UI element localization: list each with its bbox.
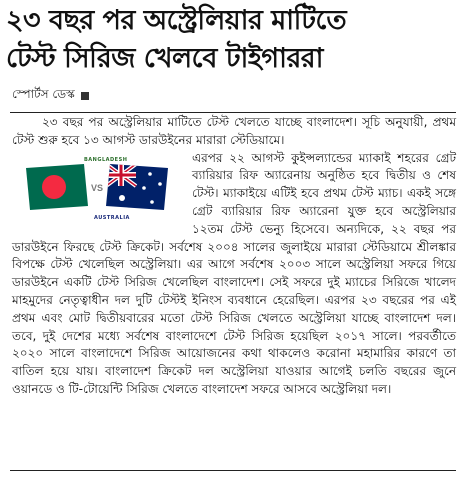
bangladesh-flag-disc: [42, 175, 66, 199]
headline: [6, 2, 456, 78]
headline-line-1: ২৩ বছর পর অস্ট্রেলিয়ার মাটিতে: [6, 5, 347, 36]
article-body: [12, 114, 456, 399]
square-bullet-icon: [81, 92, 89, 100]
bangladesh-label: BANGLADESH: [84, 156, 128, 163]
byline-text: স্পোর্টস ডেস্ক: [12, 87, 75, 101]
vs-text: VS: [90, 182, 104, 193]
top-divider: [10, 112, 456, 113]
australia-label: AUSTRALIA: [94, 214, 130, 221]
paragraph-2: এরপর ২২ আগস্ট কুইন্সল্যান্ডের ম্যাকাই শহরের গ্রেট ব্যারিয়ার রিফ অ্যারেনায় অনুষ্ঠিত হবে দ্বিতীয় ও শেষ টেস্ট। ম্যাকাইয়ে এটিই হবে প্রথম টেস্ট ম্যাচ। একই সঙ্গে গ্রেট ব্যারিয়ার রিফ অ্যারেনা যুক্ত হবে অস্ট্রেলিয়ার ১২তম টেস্ট ভেন্যু হিসেবে। অন্যদিকে, ২২ বছর পর ডারউইনে ফিরছে টেস্ট ক্রিকেট। সর্বশেষ ২০০৪ সালের জুলাইয়ে মারারা স্টেডিয়ামে শ্রীলঙ্কার বিপক্ষে টেস্ট খেলেছিল অস্ট্রেলিয়া। এর আগে সর্বশেষ ২০০৩ সালে অস্ট্রেলিয়া সফরে গিয়ে ডারউইনে একটি টেস্ট সিরিজ খেলেছিল বাংলাদেশ। সেই সফরে দুই ম্যাচের সিরিজে খালেদ মাহমুদের নেতৃত্বাধীন দল দুটি টেস্টই ইনিংস ব্যবধানে হেরেছিল। এরপর ২৩ বছরের পর এই প্রথম এবং মোট দ্বিতীয়বারের মতো টেস্ট সিরিজ খেলতে অস্ট্রেলিয়া যাচ্ছে বাংলাদেশ দল। তবে, দুই দেশের মধ্যে সর্বশেষ বাংলাদেশে টেস্ট সিরিজ হয়েছিল ২০১৭ সালে। পরবর্তীতে ২০২০ সালে বাংলাদেশে সিরিজ আয়োজনের কথা থাকলেও করোনা মহামারির কারণে তা বাতিল হয়ে যায়। বাংলাদেশ ক্রিকেট দল অস্ট্রেলিয়া যাওয়ার আগেই চলতি বছরের জুনে ওয়ানডে ও টি-টোয়েন্টি সিরিজ খেলতে বাংলাদেশ সফরে আসবে অস্ট্রেলিয়া দল।: [12, 150, 456, 396]
match-graphic: [12, 152, 182, 222]
byline: [12, 86, 89, 106]
paragraph-1: ২৩ বছর পর অস্ট্রেলিয়ার মাটিতে টেস্ট খেলতে যাচ্ছে বাংলাদেশ। সূচি অনুযায়ী, প্রথম টেস্ট শুরু হবে ১৩ আগস্ট ডারউইনের মারারা স্টেডিয়ামে।: [12, 115, 456, 147]
headline-line-2: টেস্ট সিরিজ খেলবে টাইগাররা: [6, 43, 323, 74]
bottom-divider: [10, 470, 456, 471]
